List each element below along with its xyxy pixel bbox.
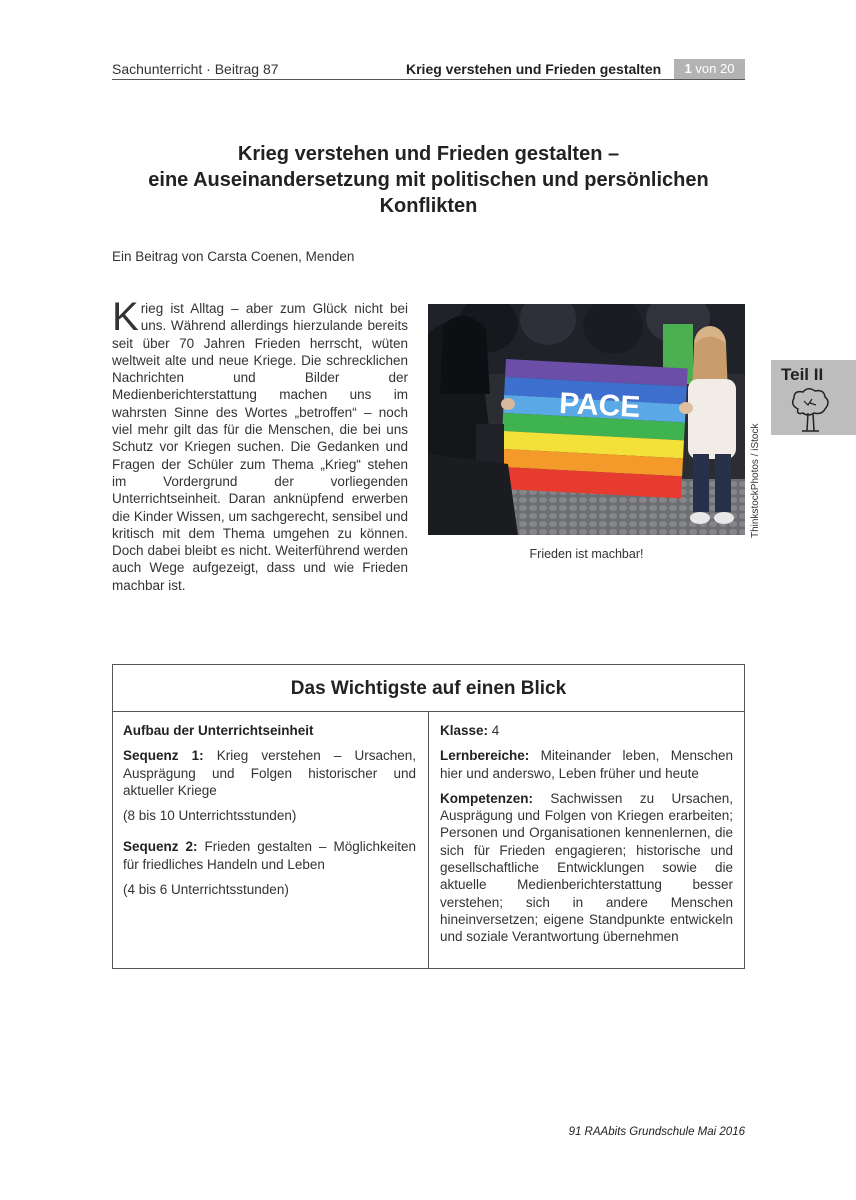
- intro-text: rieg ist Alltag – aber zum Glück nicht bei uns. Während allerdings hierzulande bereits seit über 70 Jahren Frieden herrscht, wüten weltweit alte und neue Kriege. Die schrecklichen Nachrichten und Bilder der Medienberichterstattung machen uns im wahrsten Sinne des Wortes „betroffen“ – noch viel mehr gilt das für die Menschen, die bei uns Schutz vor Kriegen suchen. Die Gedanken und Fragen der Schüler zum Thema „Krieg“ stehen im Vordergrund der vorliegenden Unterrichtseinheit. Daran anknüpfend erwerben die Kinder Wissen, um sachgerecht, sensibel und kritisch mit dem Thema umgehen zu können. Doch dabei bleibt es nicht. Weiterführend werden auch Wege aufgezeigt, dass und wie Frieden machbar ist.: [112, 301, 408, 593]
- page-footer: 91 RAAbits Grundschule Mai 2016: [568, 1126, 745, 1138]
- sequence-1-hours: (8 bis 10 Unterrichtsstunden): [123, 808, 297, 824]
- photo-credit: [743, 412, 773, 538]
- title-line-2: eine Auseinandersetzung mit politischen und persönlichen: [148, 169, 709, 191]
- sequence-1-label: Sequenz 1:: [123, 748, 204, 764]
- page-number: 1: [684, 61, 692, 76]
- sequence-2-label: Sequenz 2:: [123, 839, 198, 855]
- part-tab-label: Teil II: [781, 365, 824, 384]
- tree-icon: [788, 387, 832, 440]
- grade-value: 4: [491, 723, 500, 738]
- header-title: Krieg verstehen und Frieden gestalten: [406, 61, 662, 77]
- sequence-2: [123, 838, 416, 873]
- flag-text: PACE: [558, 386, 642, 425]
- competencies-text: Sachwissen zu Ursachen, Ausprägung und Folgen von Kriegen erarbeiten; Personen und Organisationen kennenlernen, die sich für Frieden engagieren; historische und gesellschaftliche Entwicklungen sowie die aktuelle Medienberichterstattung besser verstehen; sich in andere Menschen hineinversetzen; eigene Standpunkte entwickeln und soziale Verantwortung übernehmen: [440, 790, 733, 945]
- page-badge: [674, 59, 745, 79]
- header-rule: [112, 79, 745, 80]
- page-title: [112, 141, 745, 219]
- learning-areas-label: Lernbereiche:: [440, 748, 530, 764]
- drop-cap: K: [112, 295, 139, 339]
- sequence-2-text: Frieden gestalten – Möglichkeiten für friedliches Handeln und Leben: [123, 839, 416, 872]
- photo-caption: Frieden ist machbar!: [529, 547, 644, 561]
- summary-box-column-divider: [428, 711, 429, 968]
- header-subject: Sachunterricht · Beitrag 87: [112, 61, 279, 77]
- competencies-label: Kompetenzen:: [440, 790, 534, 806]
- photo-credit-text: ThinkstockPhotos / iStock: [750, 423, 761, 538]
- competencies: [440, 790, 733, 946]
- peace-flag-photo: [428, 304, 745, 535]
- title-line-1: Krieg verstehen und Frieden gestalten –: [237, 143, 620, 165]
- grade-line: [440, 722, 733, 739]
- learning-areas: [440, 747, 733, 782]
- structure-heading: Aufbau der Unterrichtseinheit: [123, 723, 314, 738]
- photo-illustration: [428, 304, 745, 535]
- summary-box-title: Das Wichtigste auf einen Blick: [290, 678, 567, 699]
- intro-paragraph: [112, 295, 408, 594]
- author-line: Ein Beitrag von Carsta Coenen, Menden: [112, 249, 355, 264]
- page-total: von 20: [695, 61, 735, 76]
- learning-areas-text: Miteinander leben, Menschen hier und anderswo, Leben früher und heute: [440, 748, 733, 781]
- title-line-3: Konflikten: [379, 195, 478, 217]
- summary-left-column: [123, 722, 416, 906]
- sequence-1: [123, 747, 416, 799]
- grade-label: Klasse:: [440, 723, 489, 738]
- sequence-2-hours: (4 bis 6 Unterrichtsstunden): [123, 882, 289, 898]
- summary-right-column: [440, 722, 733, 954]
- sequence-1-text: Krieg verstehen – Ursachen, Ausprägung und Folgen historischer und aktueller Kriege: [123, 748, 416, 798]
